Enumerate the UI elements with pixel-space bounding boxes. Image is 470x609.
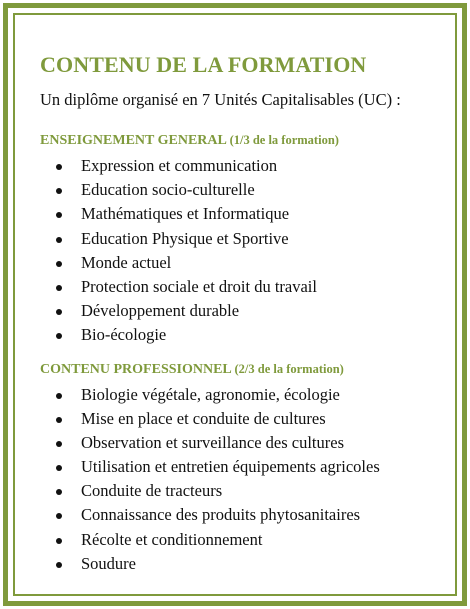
bullet-icon (56, 333, 62, 339)
bullet-icon (56, 513, 62, 519)
section-heading-general (40, 131, 452, 150)
list-item-label: Récolte et conditionnement (81, 529, 263, 549)
list-item-label: Mise en place et conduite de cultures (81, 408, 326, 428)
section-general-list (40, 154, 452, 348)
section-general (40, 131, 452, 348)
list-item (40, 407, 452, 431)
section-heading-professional-note: (2/3 de la formation) (234, 361, 344, 376)
list-item-label: Education socio-culturelle (81, 180, 255, 200)
list-item (40, 299, 452, 323)
document-title: CONTENU DE LA FORMATION (40, 52, 367, 77)
bullet-icon (56, 417, 62, 423)
list-item-label: Conduite de tracteurs (81, 481, 223, 501)
list-item-label: Utilisation et entretien équipements agricoles (81, 457, 380, 477)
list-item-label: Soudure (81, 553, 136, 573)
list-item (40, 528, 452, 552)
section-heading-general-note: (1/3 de la formation) (229, 133, 339, 147)
list-item-label: Bio-écologie (81, 325, 167, 345)
list-item-label: Monde actuel (81, 252, 172, 272)
list-item (40, 323, 452, 347)
list-item (40, 503, 452, 527)
list-item (40, 227, 452, 251)
bullet-icon (56, 188, 62, 194)
bullet-icon (56, 285, 62, 291)
document-frame (3, 3, 467, 606)
list-item-label: Biologie végétale, agronomie, écologie (81, 384, 340, 404)
section-professional (40, 360, 452, 577)
list-item-label: Observation et surveillance des cultures (81, 432, 344, 452)
bullet-icon (56, 261, 62, 267)
bullet-icon (56, 237, 62, 243)
list-item (40, 202, 452, 226)
list-item (40, 251, 452, 275)
list-item (40, 479, 452, 503)
intro-text: Un diplôme organisé en 7 Unités Capitalisables (UC) : (40, 90, 401, 109)
list-item (40, 455, 452, 479)
list-item-label: Education Physique et Sportive (81, 228, 289, 248)
list-item (40, 431, 452, 455)
section-heading-professional-label: CONTENU PROFESSIONNEL (40, 361, 231, 377)
list-item-label: Mathématiques et Informatique (81, 204, 290, 224)
bullet-icon (56, 489, 62, 495)
bullet-icon (56, 212, 62, 218)
bullet-icon (56, 441, 62, 447)
bullet-icon (56, 465, 62, 471)
list-item (40, 154, 452, 178)
bullet-icon (56, 538, 62, 544)
section-professional-list (40, 383, 452, 577)
list-item (40, 383, 452, 407)
bullet-icon (56, 562, 62, 568)
bullet-icon (56, 309, 62, 315)
list-item-label: Connaissance des produits phytosanitaires (81, 505, 361, 525)
list-item-label: Expression et communication (81, 156, 278, 175)
section-heading-general-label: ENSEIGNEMENT GENERAL (40, 133, 227, 148)
bullet-icon (56, 164, 62, 170)
list-item-label: Protection sociale et droit du travail (81, 276, 317, 296)
list-item-label: Développement durable (81, 301, 240, 321)
document-content (40, 52, 452, 576)
list-item (40, 552, 452, 576)
list-item (40, 178, 452, 202)
section-heading-professional (40, 360, 452, 379)
list-item (40, 275, 452, 299)
bullet-icon (56, 393, 62, 399)
